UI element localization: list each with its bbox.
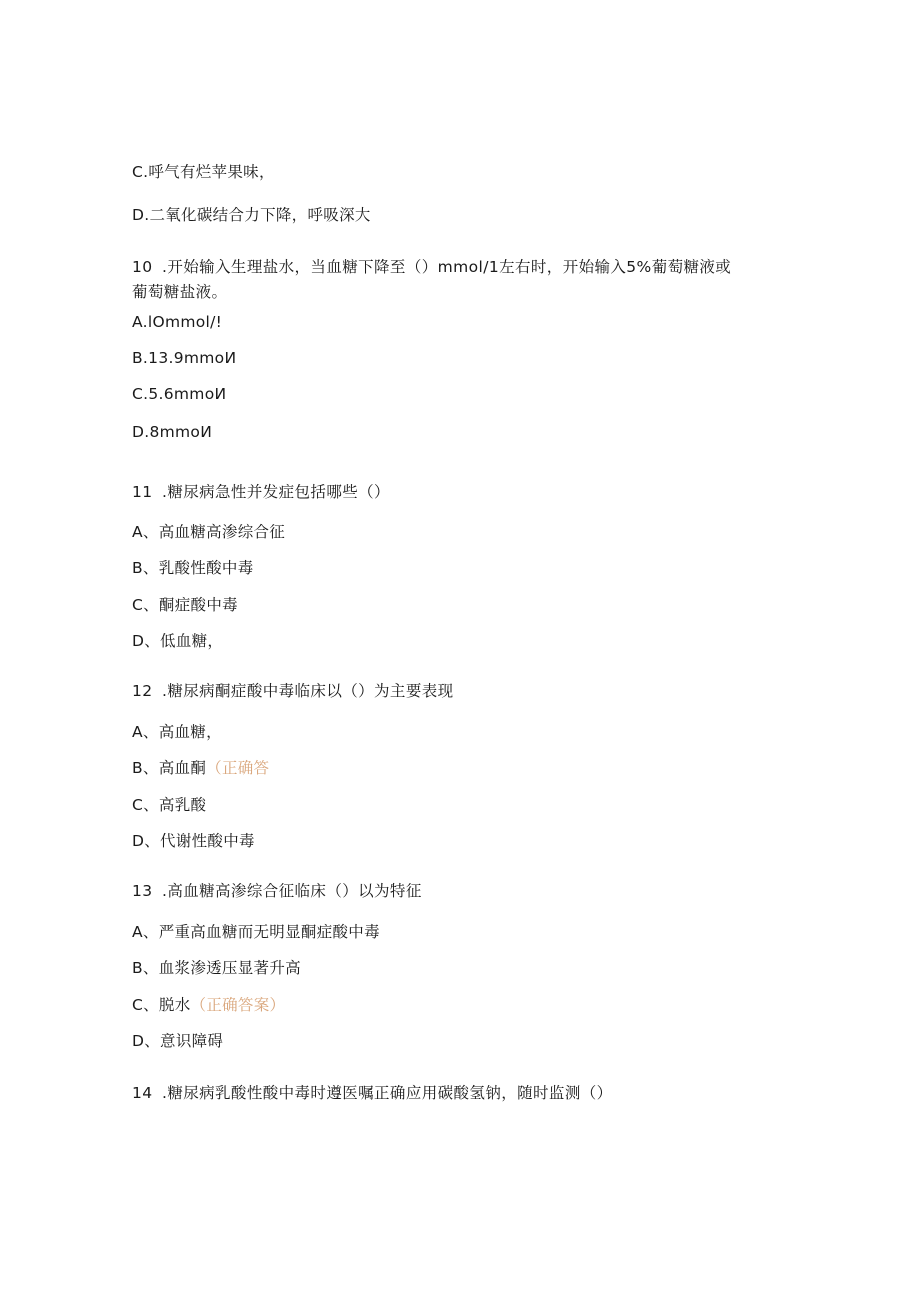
- q10-option-d: D.8mmoИ: [132, 423, 213, 441]
- q13-option-d: D、意识障碍: [132, 1032, 224, 1050]
- q12-text: .糖尿病酮症酸中毒临床以（）为主要表现: [162, 682, 454, 700]
- q12-number: 12: [132, 682, 153, 700]
- q10-stem-line2: 葡萄糖盐液。: [132, 283, 228, 301]
- q13-stem: [132, 880, 422, 902]
- q14-text: .糖尿病乳酸性酸中毒时遵医嘱正确应用碳酸氢钠，随时监测（）: [162, 1084, 613, 1102]
- q13-option-b: B、血浆渗透压显著升高: [132, 959, 301, 977]
- q12-option-b: [132, 757, 269, 779]
- q11-option-c: C、酮症酸中毒: [132, 596, 238, 614]
- q11-text: .糖尿病急性并发症包括哪些（）: [162, 483, 390, 501]
- q12-option-b-text: B、高血酮: [132, 759, 207, 777]
- q10-number: 10: [132, 258, 153, 276]
- q12-option-c: C、高乳酸: [132, 796, 207, 814]
- q14-stem: [132, 1082, 613, 1104]
- q13-correct-answer-mark: （正确答案）: [190, 996, 286, 1014]
- q9-option-d: D.二氧化碳结合力下降，呼吸深大: [132, 206, 371, 224]
- q11-option-b: B、乳酸性酸中毒: [132, 559, 254, 577]
- q10-option-a: A.lOmmol/!: [132, 313, 223, 331]
- q11-option-d: D、低血糖，: [132, 632, 224, 650]
- q11-stem: [132, 481, 390, 503]
- q13-option-a: A、严重高血糖而无明显酮症酸中毒: [132, 923, 380, 941]
- q13-option-c: [132, 994, 285, 1016]
- q10-stem-line1: [132, 256, 731, 278]
- q12-stem: [132, 680, 454, 702]
- q10-option-c: C.5.6mmoИ: [132, 385, 227, 403]
- q9-option-c: C.呼气有烂苹果味，: [132, 163, 275, 181]
- q13-number: 13: [132, 882, 153, 900]
- q12-option-d: D、代谢性酸中毒: [132, 832, 255, 850]
- q13-text: .高血糖高渗综合征临床（）以为特征: [162, 882, 422, 900]
- q11-option-a: A、高血糖高渗综合征: [132, 523, 286, 541]
- q10-text-line1: .开始输入生理盐水，当血糖下降至（）mmol/1左右时，开始输入5%葡萄糖液或: [162, 258, 732, 276]
- q13-option-c-text: C、脱水: [132, 996, 191, 1014]
- q12-option-a: A、高血糖，: [132, 723, 222, 741]
- q11-number: 11: [132, 483, 153, 501]
- q10-option-b: B.13.9mmoИ: [132, 349, 237, 367]
- q12-correct-answer-mark: （正确答: [206, 759, 270, 777]
- q14-number: 14: [132, 1084, 153, 1102]
